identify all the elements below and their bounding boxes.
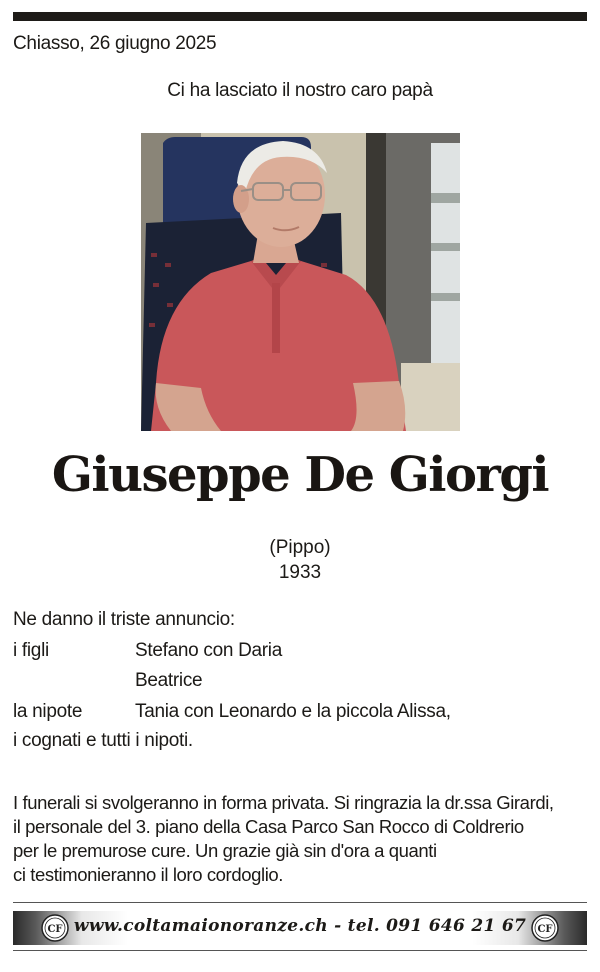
place-date: Chiasso, 26 giugno 2025 [13,33,217,54]
announcement-intro: Ne danno il triste annuncio: [13,609,235,630]
relative-value-nipote: Tania con Leonardo e la piccola Alissa, [135,701,451,722]
relative-label-figli: i figli [13,640,49,661]
svg-text:CF: CF [537,924,553,935]
funeral-line: ci testimonieranno il loro cordoglio. [13,864,284,885]
footer-rule-top [13,902,587,903]
relative-label-nipote: la nipote [13,701,83,722]
funeral-line: I funerali si svolgeranno in forma privata. Si ringrazia la dr.ssa Girardi, [13,792,554,813]
birth-year: 1933 [278,562,322,583]
intro-line: Ci ha lasciato il nostro caro papà [167,80,433,101]
svg-text:CF: CF [47,924,63,935]
funeral-notice [13,791,593,887]
funeral-line: il personale del 3. piano della Casa Parco San Rocco di Coldrerio [13,816,524,837]
relative-value-figli: Stefano con Daria [135,640,282,661]
top-rule [13,12,587,21]
announcement-closing: i cognati e tutti i nipoti. [13,730,193,751]
company-logo-right-icon [530,913,560,943]
footer-contact-link[interactable]: www.coltamaionoranze.ch - tel. 091 646 21 67 [73,916,527,936]
relative-value-beatrice: Beatrice [135,670,203,691]
footer-rule-bottom [13,950,587,951]
deceased-name: Giuseppe De Giorgi [51,447,549,503]
portrait-photo [141,133,460,431]
nickname: (Pippo) [269,537,331,558]
funeral-line: per le premurose cure. Un grazie già sin d'ora a quanti [13,840,437,861]
